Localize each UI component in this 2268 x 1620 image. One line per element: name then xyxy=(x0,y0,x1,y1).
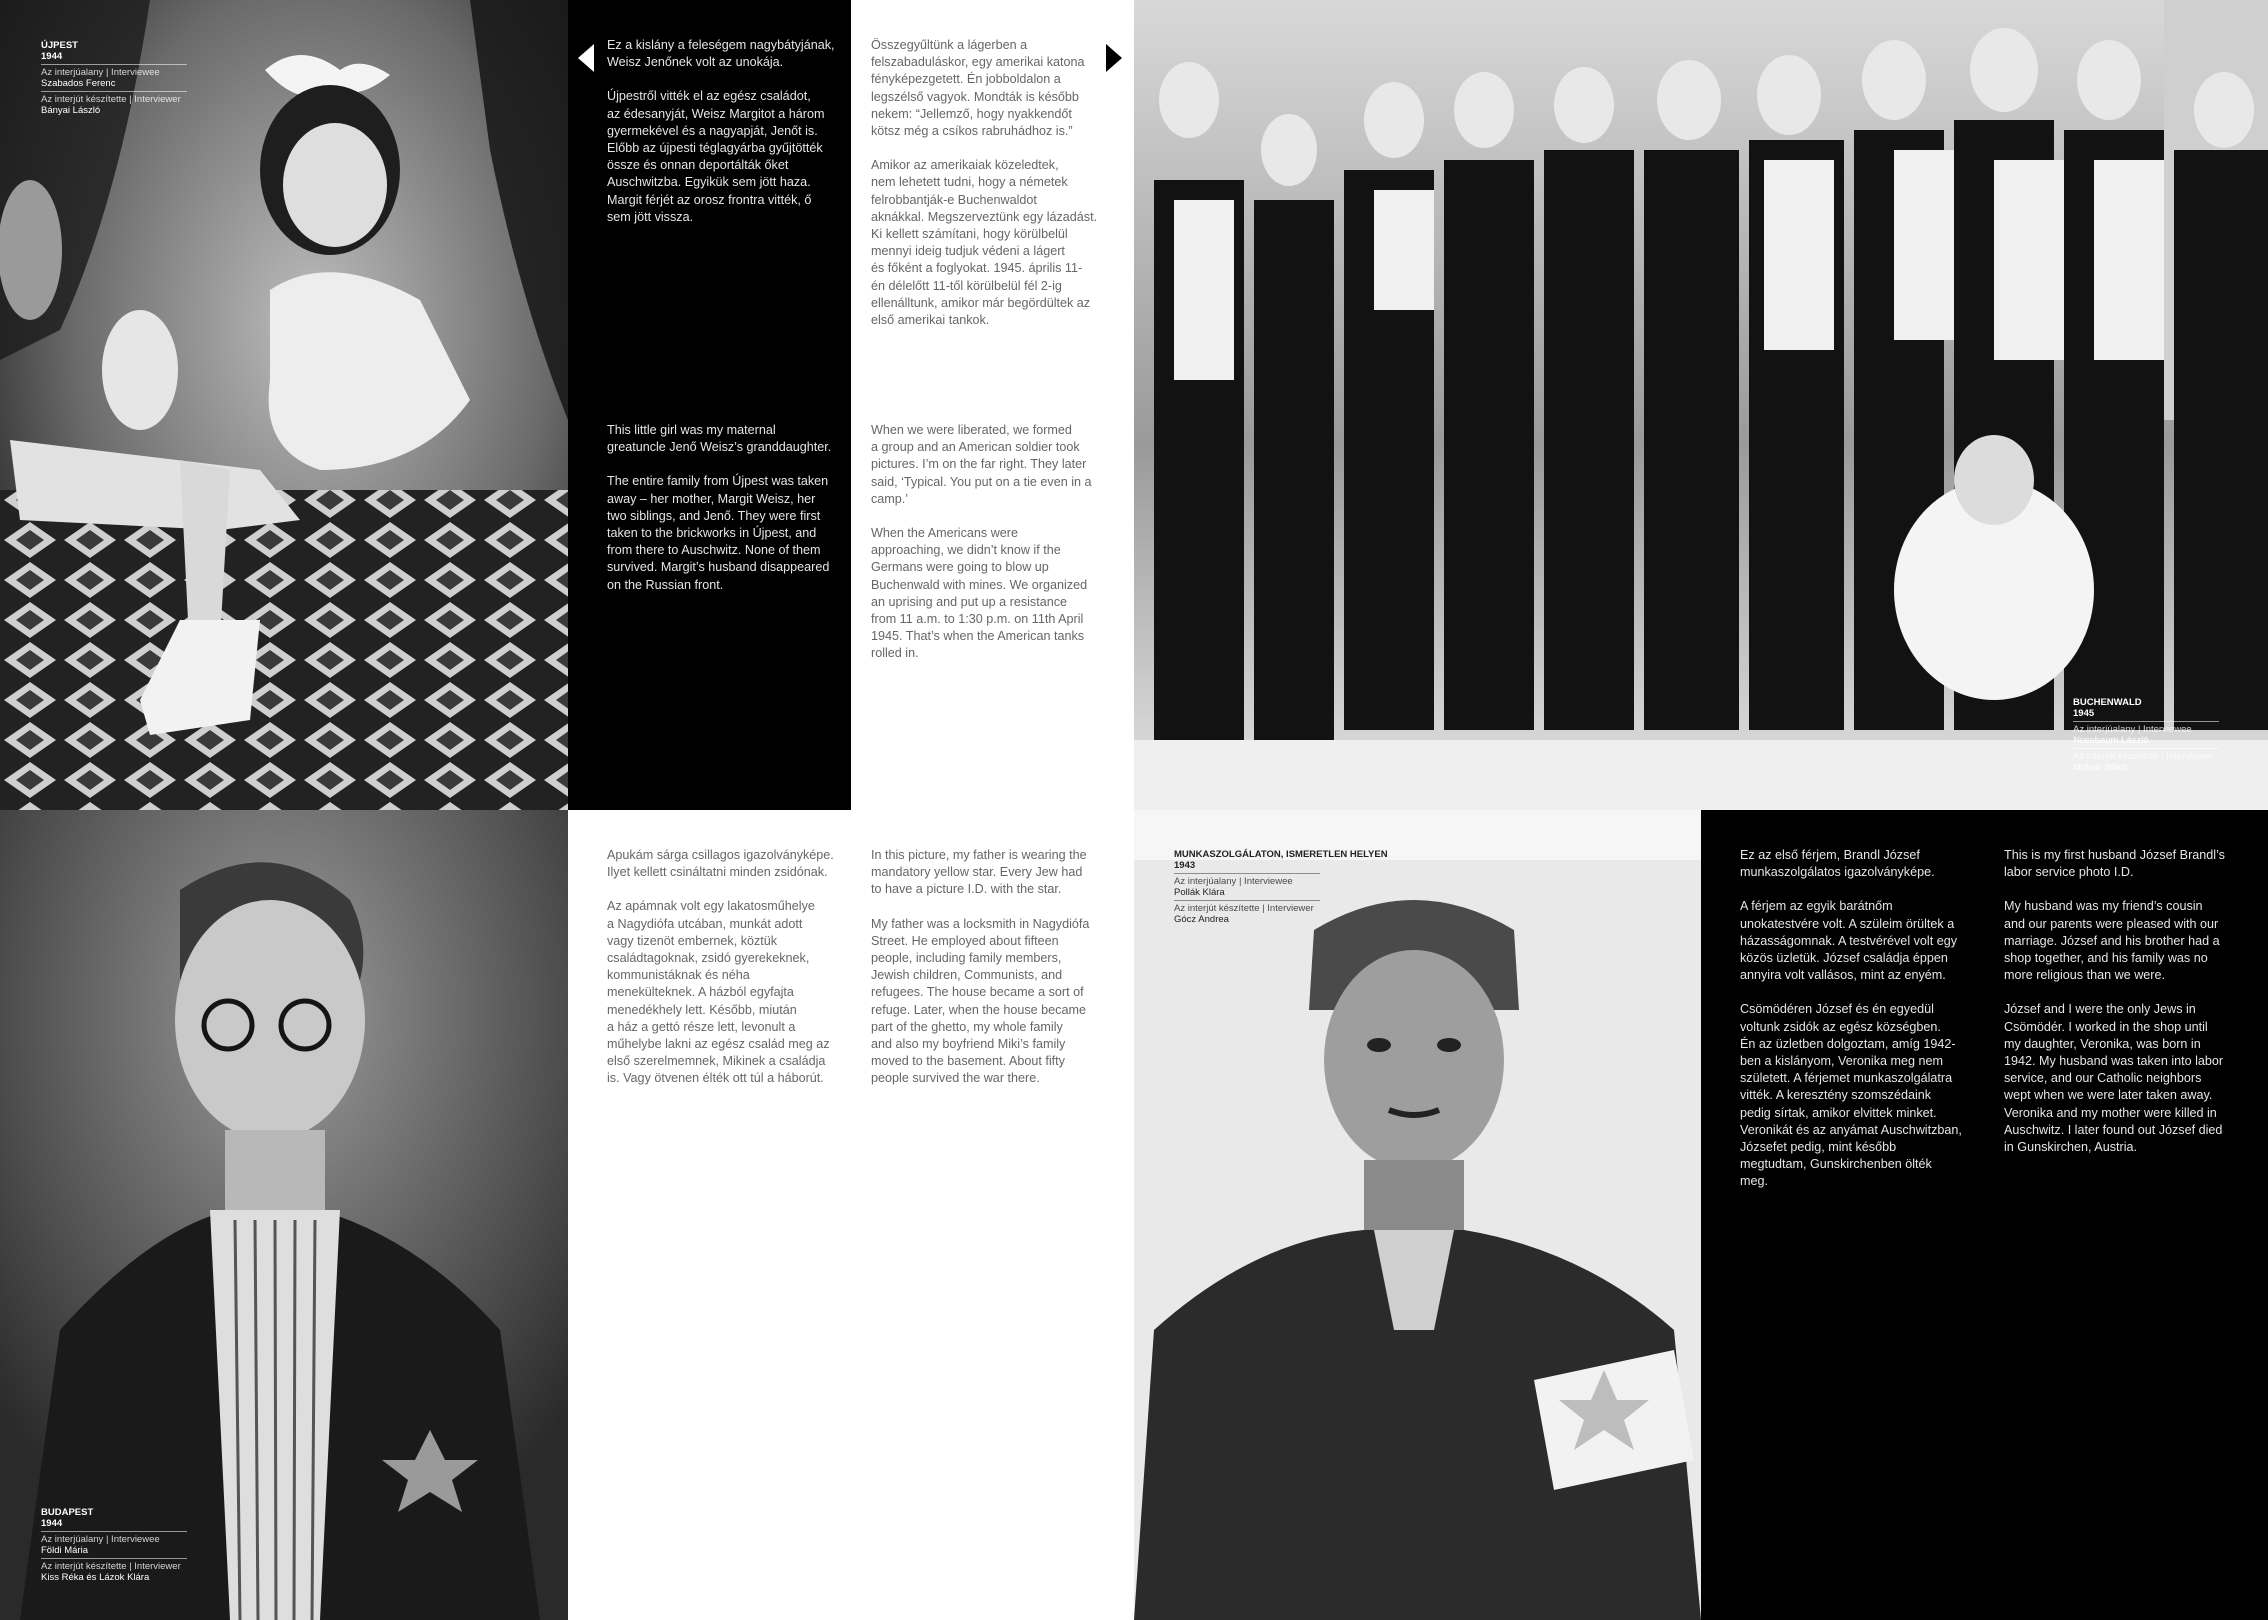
paragraph: Újpestről vitték el az egész családot, az édesanyját, Weisz Margitot a három gyermekével és a nagyapját, Jenőt is. Előbb az újpesti téglagyárba gyűjtötték össze és onnan deportálták őket Auschwitzba. Egyikük sem jött haza. Margit férjét az orosz frontra vitték, ő sem jött vissza. xyxy=(607,89,825,224)
paragraph: The entire family from Újpest was taken away – her mother, Margit Weisz, her two siblings, and Jenő. They were first taken to the brickworks in Újpest, and from there to Auschwitz. None of them survived. Margit’s husband disappeared on the Russian front. xyxy=(607,474,830,592)
paragraph: When we were liberated, we formed a group and an American soldier took pictures. I’m on the far right. They later said, ‘Typical. You put on a tie even in a camp.’ xyxy=(871,423,1092,506)
caption-divider xyxy=(2073,721,2219,722)
caption-interviewer-label: Az interjút készítette | Interviewer xyxy=(41,94,181,105)
caption-interviewee: Pollák Klára xyxy=(1174,887,1225,898)
girl-portrait-photo xyxy=(0,0,568,810)
buchenwald-caption xyxy=(2073,697,2219,773)
budapest-caption xyxy=(41,1507,187,1583)
labor-caption xyxy=(1174,849,1394,925)
caption-divider xyxy=(2073,748,2219,749)
caption-interviewee: Földi Mária xyxy=(41,1545,88,1556)
caption-interviewee-label: Az interjúalany | Interviewee xyxy=(41,67,160,78)
caption-year: 1944 xyxy=(41,1518,63,1529)
labor-service-soldier-photo xyxy=(1134,810,1701,1620)
labor-en-text xyxy=(2004,847,2249,1173)
paragraph: This is my first husband József Brandl’s labor service photo I.D. xyxy=(2004,848,2225,880)
ujpest-en-text xyxy=(607,422,847,611)
paragraph: My husband was my friend’s cousin and our parents were pleased with our marriage. József and his brother had a shop together, and his family was no more religious than we were. xyxy=(2004,899,2220,983)
caption-place: BUDAPEST xyxy=(41,1507,94,1518)
caption-divider xyxy=(41,64,187,65)
caption-year: 1943 xyxy=(1174,860,1196,871)
paragraph: In this picture, my father is wearing the mandatory yellow star. Every Jew had to have a picture I.D. with the star. xyxy=(871,848,1087,897)
labor-hu-text xyxy=(1740,847,1985,1208)
caption-interviewee-label: Az interjúalany | Interviewee xyxy=(41,1534,160,1545)
caption-interviewee: Szabados Ferenc xyxy=(41,78,116,89)
buchenwald-en-text xyxy=(871,422,1111,680)
paragraph: Összegyűltünk a lágerben a felszabaduláskor, egy amerikai katona fényképezgetett. Én jobboldalon a legszélső vagyok. Mondták is később nekem: “Jellemző, hogy nyakkendőt kötsz még a csíkos rabruhádhoz is.” xyxy=(871,38,1085,139)
caption-year: 1945 xyxy=(2073,708,2095,719)
caption-place: MUNKASZOLGÁLATON, ISMERETLEN HELYEN xyxy=(1174,849,1388,860)
caption-place: ÚJPEST xyxy=(41,40,78,51)
buchenwald-photo xyxy=(1134,0,2268,810)
caption-interviewer: Bányai László xyxy=(41,105,101,116)
ujpest-photo xyxy=(0,0,568,810)
caption-year: 1944 xyxy=(41,51,63,62)
budapest-hu-text xyxy=(607,847,847,1105)
caption-interviewer: Molnár Ildikó xyxy=(2073,762,2127,773)
paragraph: Ez a kislány a feleségem nagybátyjának, Weisz Jenőnek volt az unokája. xyxy=(607,38,835,70)
labor-photo xyxy=(1134,810,1701,1620)
left-arrow-icon[interactable] xyxy=(578,44,594,72)
paragraph: Amikor az amerikaiak közeledtek, nem lehetett tudni, hogy a németek felrobbantják-e Buchenwaldot aknákkal. Megszerveztünk egy lázadást. Ki kellett számítani, hogy körülbelül mennyi ideig tudjuk védeni a lágert és főként a foglyokat. 1945. április 11- én délelőtt 11-től körülbelül fél 2-ig ellenálltunk, amikor már begördültek az első amerikai tankok. xyxy=(871,158,1098,328)
paragraph: Apukám sárga csillagos igazolványképe. Ilyet kellett csináltatni minden zsidónak. xyxy=(607,848,834,880)
buchenwald-hu-text xyxy=(871,37,1111,346)
caption-interviewer-label: Az interjút készítette | Interviewer xyxy=(2073,751,2213,762)
ujpest-hu-text xyxy=(607,37,847,243)
caption-divider xyxy=(1174,873,1320,874)
paragraph: Az apámnak volt egy lakatosműhelye a Nagydiófa utcában, munkát adott vagy tizenöt embernek, köztük családtagoknak, zsidó gyerekeknek, kommunistáknak és néha menekülteknek. A házból egyfajta menedékhely lett. Később, miután a ház a gettó része lett, levonult a műhelybe lakni az egész család meg az első szerelmemnek, Mikinek a családja is. Vagy ötvenen élték ott túl a háborút. xyxy=(607,899,830,1086)
caption-interviewee: Nussbaum László xyxy=(2073,735,2149,746)
caption-place: BUCHENWALD xyxy=(2073,697,2142,708)
caption-divider xyxy=(1174,900,1320,901)
caption-interviewer: Gócz Andrea xyxy=(1174,914,1229,925)
paragraph: Csömödéren József és én egyedül voltunk zsidók az egész községben. Én az üzletben dolgoztam, amíg 1942- ben a kislányom, Veronika meg nem született. A férjemet munkaszolgálatra vitték. A keresztény szomszédaink pedig sírtak, amikor elvittek minket. Veronikát és az anyámat Auschwitzban, Józsefet pedig, mint később megtudtam, Gunskirchenben ölték meg. xyxy=(1740,1002,1962,1189)
paragraph: This little girl was my maternal greatuncle Jenő Weisz’s granddaughter. xyxy=(607,423,832,455)
paragraph: A férjem az egyik barátnőm unokatestvére volt. A szüleim örültek a házasságomnak. A testvérével volt egy közös üzletük. József családja éppen annyira volt vallásos, mint az enyém. xyxy=(1740,899,1958,983)
caption-interviewer-label: Az interjút készítette | Interviewer xyxy=(41,1561,181,1572)
caption-divider xyxy=(41,1558,187,1559)
paragraph: Ez az első férjem, Brandl József munkaszolgálatos igazolványképe. xyxy=(1740,848,1935,880)
ujpest-caption xyxy=(41,40,187,116)
caption-interviewer: Kiss Réka és Lázok Klára xyxy=(41,1572,150,1583)
caption-interviewer-label: Az interjút készítette | Interviewer xyxy=(1174,903,1314,914)
caption-interviewee-label: Az interjúalany | Interviewee xyxy=(2073,724,2192,735)
group-of-liberated-prisoners-photo xyxy=(1134,0,2268,810)
paragraph: When the Americans were approaching, we didn’t know if the Germans were going to blow up Buchenwald with mines. We organized an uprising and put up a resistance from 11 a.m. to 1:30 p.m. on 11th April 1945. That’s when the American tanks rolled in. xyxy=(871,526,1088,661)
paragraph: József and I were the only Jews in Csömödér. I worked in the shop until my daughter, Veronika, was born in 1942. My husband was taken into labor service, and our Catholic neighbors wept when we were later taken away. Veronika and my mother were killed in Auschwitz. I later found out József died in Gunskirchen, Austria. xyxy=(2004,1002,2224,1155)
caption-divider xyxy=(41,1531,187,1532)
caption-divider xyxy=(41,91,187,92)
paragraph: My father was a locksmith in Nagydiófa Street. He employed about fifteen people, including family members, Jewish children, Communists, and refugees. The house became a sort of refuge. Later, when the house became part of the ghetto, my whole family and also my boyfriend Miki’s family moved to the basement. About fifty people survived the war there. xyxy=(871,916,1090,1086)
budapest-photo xyxy=(0,810,568,1620)
budapest-en-text xyxy=(871,847,1111,1105)
caption-interviewee-label: Az interjúalany | Interviewee xyxy=(1174,876,1293,887)
man-with-yellow-star-photo xyxy=(0,810,568,1620)
